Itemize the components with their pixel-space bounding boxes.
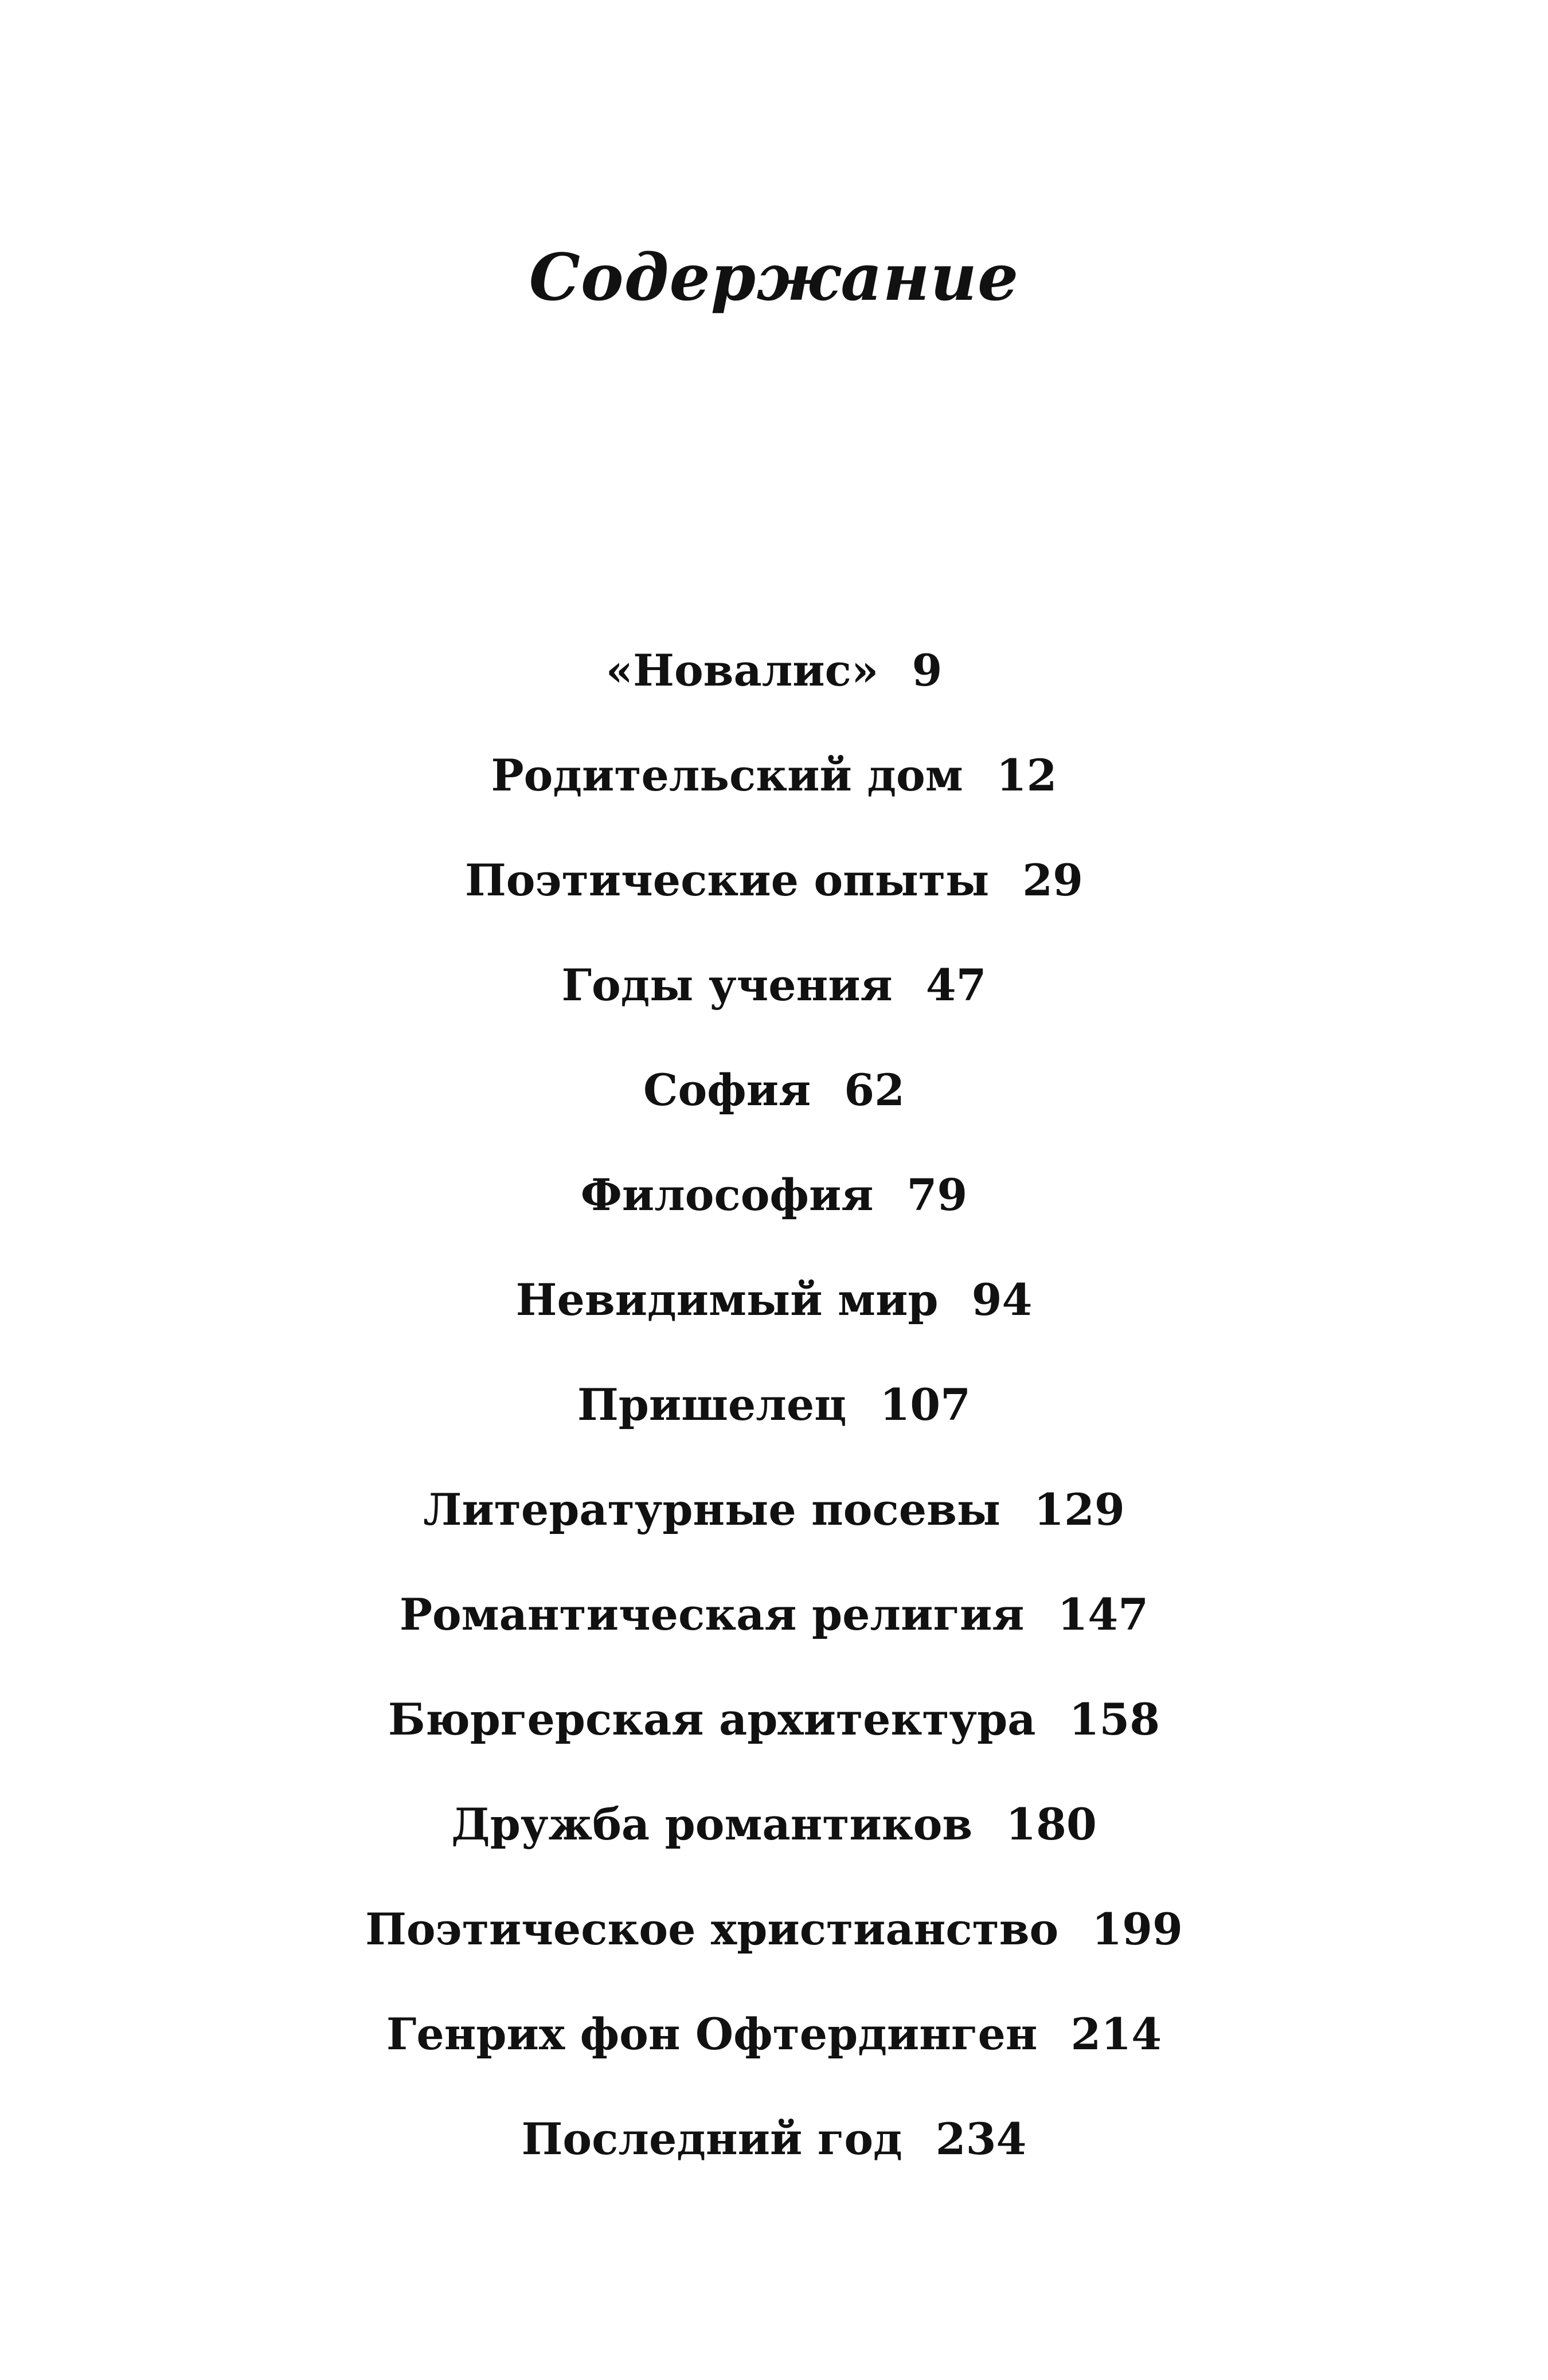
toc-entry-title: Генрих фон Офтердинген <box>386 2009 1038 2060</box>
toc-entry <box>0 1038 1548 1142</box>
toc-entry <box>0 1667 1548 1772</box>
toc-entry-title: Дружба романтиков <box>451 1799 973 1850</box>
toc-entry-page-number: 62 <box>844 1064 905 1115</box>
toc-entry <box>0 1772 1548 1877</box>
toc-entry <box>0 723 1548 828</box>
toc-entry-title: Философия <box>580 1169 874 1220</box>
toc-entry <box>0 1247 1548 1352</box>
toc-entry-page-number: 199 <box>1092 1904 1183 1955</box>
toc-entry-title: Бюргерская архитектура <box>388 1694 1036 1745</box>
toc-entry-title: Поэтическое христианство <box>365 1904 1059 1955</box>
page-title: Содержание <box>529 240 1019 316</box>
toc-entry <box>0 618 1548 723</box>
toc-entry-title: Поэтические опыты <box>464 855 990 906</box>
toc-entry-page-number: 107 <box>879 1379 971 1430</box>
toc-entry-title: Невидимый мир <box>515 1274 939 1325</box>
toc-entry-page-number: 94 <box>971 1274 1033 1325</box>
toc-entry-title: Годы учения <box>561 960 893 1011</box>
toc-entry-page-number: 12 <box>996 750 1057 801</box>
toc-entry-page-number: 180 <box>1006 1799 1097 1850</box>
toc-entry-page-number: 9 <box>912 645 943 696</box>
toc-entry <box>0 1982 1548 2087</box>
toc-entry <box>0 1142 1548 1247</box>
toc-entry-page-number: 29 <box>1022 855 1084 906</box>
toc-entry <box>0 1457 1548 1562</box>
toc-entry-page-number: 47 <box>925 960 987 1011</box>
toc-entry-page-number: 129 <box>1034 1484 1125 1535</box>
toc-entry <box>0 933 1548 1038</box>
toc-entry-title: «Новалис» <box>605 645 879 696</box>
toc-entry-title: София <box>643 1064 811 1115</box>
toc-entry-title: Литературные посевы <box>423 1484 1001 1535</box>
toc-entry <box>0 2087 1548 2191</box>
toc-entry-title: Пришелец <box>577 1379 847 1430</box>
toc-entry-title: Последний год <box>521 2113 902 2164</box>
toc-entry <box>0 1877 1548 1982</box>
toc-entry-page-number: 147 <box>1057 1589 1149 1640</box>
toc-entry <box>0 1562 1548 1667</box>
toc-entry-page-number: 234 <box>935 2113 1027 2164</box>
toc-entry-title: Родительский дом <box>491 750 963 801</box>
toc-entry <box>0 828 1548 933</box>
toc-entry-page-number: 79 <box>906 1169 968 1220</box>
toc-entry <box>0 1352 1548 1457</box>
toc-entry-title: Романтическая религия <box>399 1589 1025 1640</box>
toc-entry-page-number: 158 <box>1069 1694 1160 1745</box>
table-of-contents <box>0 618 1548 2191</box>
toc-entry-page-number: 214 <box>1070 2009 1162 2060</box>
